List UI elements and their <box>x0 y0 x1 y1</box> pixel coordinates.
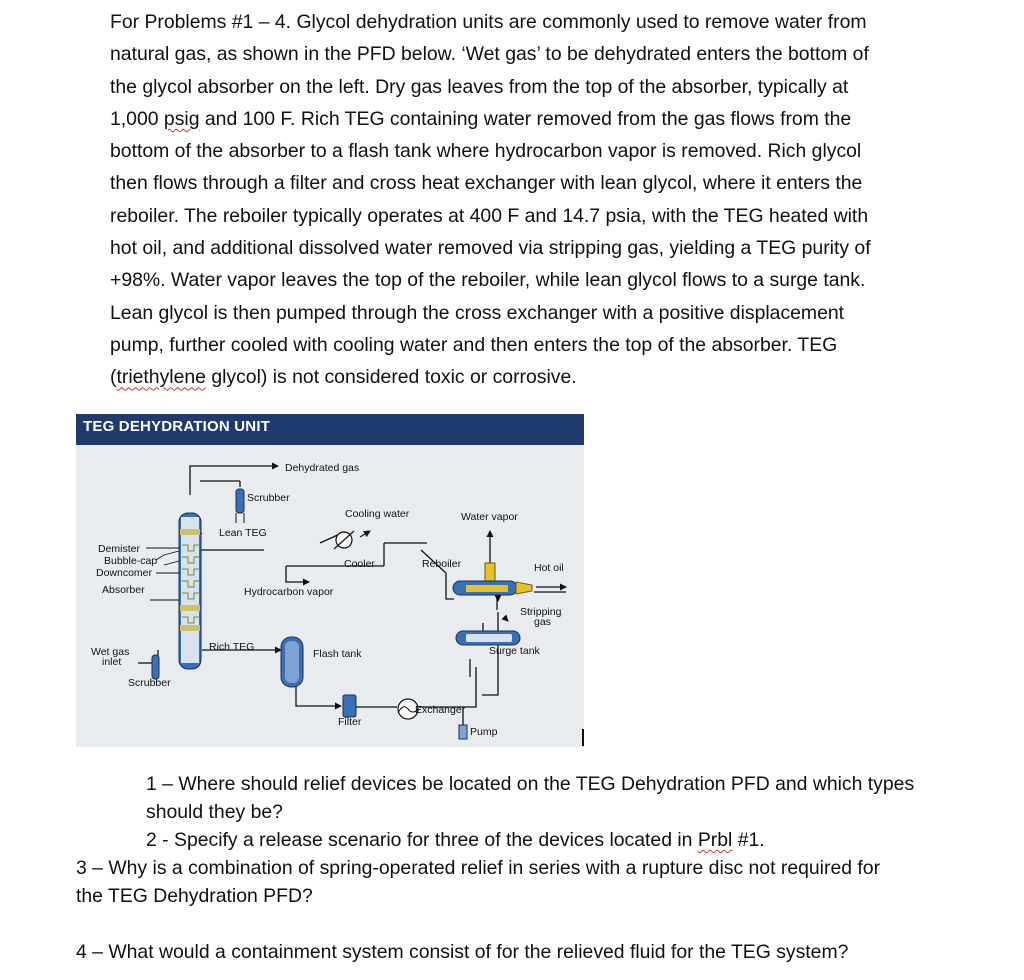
intro-line: reboiler. The reboiler typically operates at 400 F and 14.7 psia, with the TEG heated with <box>110 204 869 227</box>
label-lean-teg: Lean TEG <box>219 527 267 539</box>
label-downcomer: Downcomer <box>96 567 153 579</box>
label-wet-gas: Wet gas <box>91 646 130 658</box>
intro-line: bottom of the absorber to a flash tank where hydrocarbon vapor is removed. Rich glycol <box>110 140 862 163</box>
intro-line: For Problems #1 – 4. Glycol dehydration units are commonly used to remove water from <box>110 11 867 33</box>
label-bubble-cap: Bubble-cap <box>104 555 158 567</box>
intro-text: ( <box>110 366 117 389</box>
question-text: 3 – Why is a combination of spring-operated relief in series with a rupture disc not required for <box>76 857 881 879</box>
intro-line: then flows through a filter and cross heat exchanger with lean glycol, where it enters the <box>110 172 863 195</box>
label-hydrocarbon-vapor: Hydrocarbon vapor <box>244 586 334 598</box>
label-exchanger: Exchanger <box>415 704 466 716</box>
intro-line <box>110 361 960 393</box>
intro-line: +98%. Water vapor leaves the top of the reboiler, while lean glycol flows to a surge tank. <box>110 269 866 292</box>
problem-intro <box>110 6 960 394</box>
intro-line: Lean glycol is then pumped through the cross exchanger with a positive displacement <box>110 301 845 324</box>
flash-tank <box>281 637 303 687</box>
label-flash-tank: Flash tank <box>313 648 362 660</box>
label-absorber: Absorber <box>102 584 145 596</box>
spellcheck-word: psig <box>163 107 200 130</box>
intro-text: 1,000 <box>110 107 164 130</box>
diagram-banner <box>76 414 584 445</box>
question-text: #1. <box>732 829 765 851</box>
label-cooler: Cooler <box>344 558 375 570</box>
intro-text: and 100 F. Rich TEG containing water removed from the gas flows from the <box>199 107 852 130</box>
question-4: 4 – What would a containment system consist of for the relieved fluid for the TEG system? <box>76 941 849 963</box>
intro-line <box>110 103 960 135</box>
teg-dehydration-diagram <box>76 414 584 747</box>
intro-line: natural gas, as shown in the PFD below. ‘Wet gas’ to be dehydrated enters the bottom of <box>110 43 869 66</box>
label-stripping: Stripping <box>520 606 562 618</box>
question-text: 1 – Where should relief devices be located on the TEG Dehydration PFD and which types <box>146 773 915 795</box>
label-demister: Demister <box>98 543 141 555</box>
spellcheck-word: Prbl <box>697 829 733 851</box>
diagram-title: TEG DEHYDRATION UNIT <box>83 418 271 435</box>
label-scrubber-bottom: Scrubber <box>128 677 171 689</box>
top-scrubber <box>236 489 244 513</box>
label-cooling-water: Cooling water <box>345 508 410 520</box>
bottom-scrubber <box>152 655 159 679</box>
question-text: should they be? <box>146 801 283 823</box>
question-text: 2 - Specify a release scenario for three of the devices located in <box>146 829 698 851</box>
spellcheck-word: triethylene <box>116 366 206 389</box>
intro-line: hot oil, and additional dissolved water removed via stripping gas, yielding a TEG purity of <box>110 237 871 260</box>
question-1 <box>146 770 986 826</box>
intro-line: pump, further cooled with cooling water and then enters the top of the absorber. TEG <box>110 333 838 356</box>
pump <box>459 725 467 739</box>
label-hot-oil: Hot oil <box>534 562 564 574</box>
intro-text: glycol) is not considered toxic or corrosive. <box>205 366 577 389</box>
label-pump: Pump <box>470 726 498 738</box>
filter <box>343 695 356 717</box>
cooler <box>334 531 354 549</box>
intro-line: the glycol absorber on the left. Dry gas leaves from the top of the absorber, typically at <box>110 75 849 98</box>
process-flow-diagram <box>76 445 584 747</box>
label-reboiler: Reboiler <box>422 558 462 570</box>
text-cursor <box>582 729 584 746</box>
label-inlet: inlet <box>102 656 122 668</box>
reboiler <box>453 563 532 595</box>
question-2 <box>146 826 986 854</box>
absorber-column <box>179 513 201 669</box>
label-surge-tank: Surge tank <box>489 645 540 657</box>
label-filter: Filter <box>338 716 362 728</box>
label-dehydrated-gas: Dehydrated gas <box>285 462 360 474</box>
label-water-vapor: Water vapor <box>461 511 518 523</box>
surge-tank <box>456 631 520 645</box>
label-rich-teg: Rich TEG <box>209 641 255 653</box>
question-3 <box>76 854 996 910</box>
question-text: the TEG Dehydration PFD? <box>76 885 313 907</box>
label-scrubber-top: Scrubber <box>247 492 290 504</box>
label-gas: gas <box>534 616 551 628</box>
